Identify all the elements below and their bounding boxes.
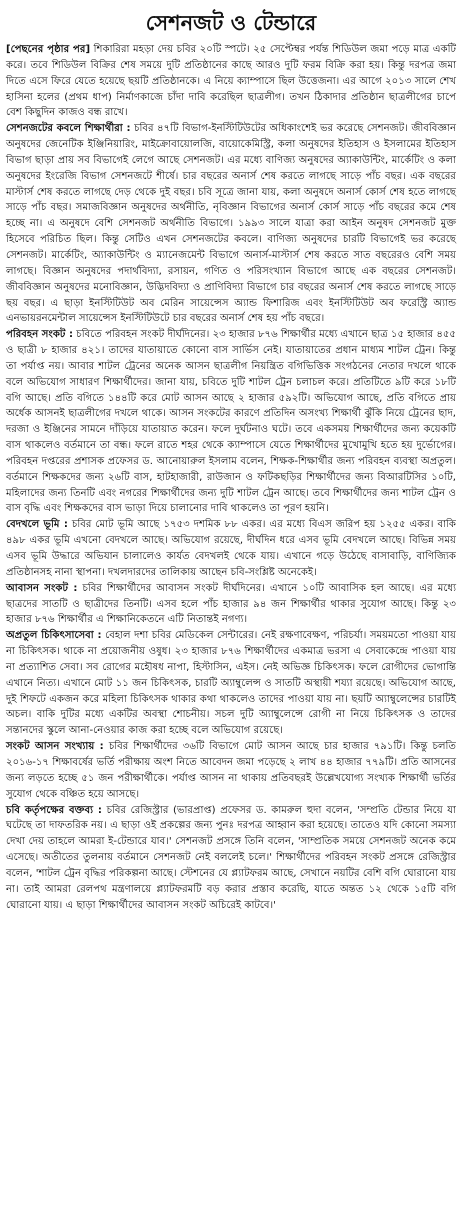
article-headline: সেশনজট ও টেন্ডারে	[145, 11, 317, 35]
paragraph-continued	[6, 42, 456, 121]
paragraph-housing	[6, 581, 456, 629]
subheading-medical: অপ্রতুল চিকিৎসাসেবা :	[6, 630, 102, 642]
paragraph-text: চবির শিক্ষার্থীদের ৩৬টি বিভাগে মোট আসন আছে চার হাজার ৭৯১টি। কিন্তু চলতি ২০১৬-১৭ শিক্ষাবর্ষের ভর্তি পরীক্ষায় অংশ নিতে আবেদন জমা পড়েছে ২ লাখ ৪৪ হাজার ৭৭৯টি। প্রতি আসনের জন্য লড়তে হচ্ছে ৫১ জন পরীক্ষার্থীকে। পর্যাপ্ত আসন না থাকায় প্রতিবছরই উল্লেখযোগ্য সংখ্যক শিক্ষার্থী ভর্তির সুযোগ থেকে বঞ্চিত হয়ে আসছে।	[6, 741, 456, 800]
paragraph-seats	[6, 739, 456, 802]
paragraph-text: চবির রেজিস্ট্রার (ভারপ্রাপ্ত) প্রফেসর ড. কামরুল হুদা বলেন, 'সম্প্রতি টেন্ডার নিয়ে যা ঘটেছে তা দাফতরিক নয়। এ ছাড়া ওই প্রকল্পের জন্য পুনঃ দরপত্র আহ্বান করা হয়েছে। তাতেও যদি কোনো সমস্যা দেখা দেয় তাহলে আমরা ই-টেন্ডারে যাব।' সেশনজট প্রসঙ্গে তিনি বলেন, 'সাম্প্রতিক সময়ে সেশনজট অনেক কমে এসেছে। অতীতের তুলনায় বর্তমানে সেশনজট নেই বললেই চলে।' শিক্ষার্থীদের পরিবহন সংকট প্রসঙ্গে রেজিস্ট্রার বলেন, 'শাটল ট্রেন বৃদ্ধির পরিকল্পনা আছে। স্টেশনের যে প্ল্যাটফরম আছে, সেখানে নয়টির বেশি বগি ঘোরানো যায় না। তাই আমরা রেলপথ মন্ত্রণালয়ে প্ল্যাটফরমটি বড় করার প্রস্তাব করেছি, যাতে অন্তত ১২ থেকে ১৫টি বগি ঘোরানো যায়। এ ছাড়া শিক্ষার্থীদের আবাসন সংকট অচিরেই কাটবে।'	[6, 804, 456, 911]
paragraph-text: চবিতে পরিবহন সংকট দীর্ঘদিনের। ২৩ হাজার ৮৭৬ শিক্ষার্থীর মধ্যে এখানে ছাত্র ১৫ হাজার ৪৫৫ ও ছাত্রী ৮ হাজার ৪২১। তাদের যাতায়াতে কোনো বাস সার্ভিস নেই। যাতায়াতের প্রধান মাধ্যম শাটল ট্রেন। কিন্তু তা পর্যাপ্ত নয়। আবার শাটল ট্রেনের অনেক আসন ছাত্রলীগ নিয়ন্ত্রিত বগিভিত্তিক সংগঠনের নেতার দখলে থাকে বলে অভিযোগ সাধারণ শিক্ষার্থীদের। জানা যায়, চবিতে দুটি শাটল ট্রেন চলাচল করে। প্রতিটিতে ৯টি করে ১৮টি বগি আছে। প্রতি বগিতে ১৪৪টি করে মোট আসন আছে ২ হাজার ৫৯২টি। অভিযোগ আছে, প্রতি বগিতে প্রায় অর্ধেক আসনই ছাত্রলীগের দখলে থাকে। আসন সংকটের কারণে প্রতিদিন অসংখ্য শিক্ষার্থী ঝুঁকি নিয়ে ট্রেনের ছাদ, দরজা ও ইঞ্জিনের সামনে দাঁড়িয়ে যাতায়াত করেন। ফলে দুর্ঘটনাও ঘটে। তবে একসময় শিক্ষার্থীদের জন্য কয়েকটি বাস থাকলেও বর্তমানে তা বন্ধ। ফলে রাতে শহর থেকে ক্যাম্পাসে যেতে শিক্ষার্থীদের মুখোমুখি হতে হয় দুর্ভোগের। পরিবহন দপ্তরের প্রশাসক প্রফেসর ড. আনোয়ারুল ইসলাম বলেন, শিক্ষক-শিক্ষার্থীর জন্য পরিবহন ব্যবস্থা অপ্রতুল। বর্তমানে শিক্ষকদের জন্য ২৬টি বাস, হাটহাজারী, রাউজান ও ফটিকছড়ির শিক্ষার্থীদের জন্য বিআরটিসির ১০টি, মহিলাদের জন্য তিনটি এবং নগরের শিক্ষার্থীদের জন্য দুটি শাটল ট্রেন আছে। তবে শিক্ষার্থীদের জন্য শাটল ট্রেন ও বাস বৃদ্ধি এবং শিক্ষকদের বাস ভাড়া দিয়ে চালানোর দাবি থাকলেও তা পূরণ হয়নি।	[6, 329, 456, 515]
continued-marker: [পেছনের পৃষ্ঠার পর]	[6, 44, 91, 55]
article-body	[6, 42, 456, 913]
subheading-land: বেদখলে ভূমি :	[6, 519, 68, 531]
paragraph-text: চবির মোট ভূমি আছে ১৭৫৩ দশমিক ৮৮ একর। এর মধ্যে বিএস জরিপ হয় ১২৫৫ একর। বাকি ৪৯৮ একর ভূমি এখনো বেদখলে আছে। অভিযোগ রয়েছে, দীর্ঘদিন ধরে এসব ভূমি বেদখলে আছে। বিভিন্ন সময় এসব ভূমি উদ্ধারে অভিযান চালালেও কার্যত বেদখলই থেকে যায়। এখানে গড়ে উঠেছে বাসাবাড়ি, বাণিজ্যিক প্রতিষ্ঠানসহ নানা স্থাপনা। দখলদারদের তালিকায় আছেন চবি-সংশ্লিষ্ট অনেকেই।	[6, 519, 456, 578]
subheading-transport: পরিবহন সংকট :	[6, 329, 73, 341]
paragraph-text: চবির শিক্ষার্থীদের আবাসন সংকট দীর্ঘদিনের। এখানে ১০টি আবাসিক হল আছে। এর মধ্যে ছাত্রদের সাতটি ও ছাত্রীদের তিনটি। এসব হলে পাঁচ হাজার ৯৪ জন শিক্ষার্থীর থাকার সুযোগ আছে। কিন্তু ২৩ হাজার ৮৭৬ শিক্ষার্থীর এ শিক্ষানিকেতনে এটি নিতান্তই নগণ্য।	[6, 582, 457, 626]
paragraph-authority	[6, 803, 456, 914]
paragraph-session-jam	[6, 121, 456, 327]
paragraph-text: চবির ৪৭টি বিভাগ-ইনস্টিটিউটের অধিকাংশেই ভর করেছে সেশনজট। জীববিজ্ঞান অনুষদের জেনেটিক ইঞ্জিনিয়ারিং, মাইক্রোবায়োলজি, বায়োকেমিস্ট্রি, কলা অনুষদের ইতিহাস ও ইসলামের ইতিহাস বিভাগ ছাড়া প্রায় সব বিভাগেই লেগে আছে সেশনজট। এর মধ্যে বাণিজ্য অনুষদের অ্যাকাউন্টিং, মার্কেটিং ও কলা অনুষদের ইংরেজি বিভাগ সেশনজটে শীর্ষে। চার বছরের অনার্স শেষ করতে লাগছে সাড়ে পাঁচ বছর। এক বছরের মাস্টার্স শেষ করতে লাগছে দেড় থেকে দুই বছর। চবি সূত্রে জানা যায়, কলা অনুষদে অনার্স কোর্স শেষ হতে লাগছে সাড়ে পাঁচ বছর। সমাজবিজ্ঞান অনুষদের অর্থনীতি, নৃবিজ্ঞান বিভাগের অনার্স কোর্স সাড়ে পাঁচ বছরের কমে শেষ হচ্ছে না। এ অনুষদে বেশি সেশনজট অর্থনীতি বিভাগে। ১৯৯৩ সালে যাত্রা করা আইন অনুষদ সেশনজট মুক্ত হিসেবে পরিচিত ছিল। কিন্তু সেটিও এখন সেশনজটের কবলে। বাণিজ্য অনুষদের চারটি বিভাগেই ভর করেছে সেশনজট। মার্কেটিং, অ্যাকাউন্টিং ও ম্যানেজমেন্ট বিভাগে অনার্স-মাস্টার্স শেষ করতে সাত বছরেরও বেশি সময় লাগছে। বিজ্ঞান অনুষদের পদার্থবিদ্যা, রসায়ন, গণিত ও পরিসংখ্যান বিভাগে আছে এক বছরের সেশনজট। জীববিজ্ঞান অনুষদের মনোবিজ্ঞান, উদ্ভিদবিদ্যা ও প্রাণিবিদ্যা বিভাগে চার বছরের অনার্স শেষ করতে লাগছে সাড়ে ছয় বছর। এ ছাড়া ইনস্টিটিউট অব মেরিন সায়েন্সেস অ্যান্ড ফিশারিজ এবং ইনস্টিটিউট অব ফরেস্ট্রি অ্যান্ড এনভায়রনমেন্টাল সায়েন্সেস ইনস্টিটিউটে চার বছরের অনার্স শেষ হয় পাঁচ বছরে।	[6, 123, 456, 325]
subheading-housing: আবাসন সংকট :	[6, 582, 78, 594]
subheading-seats: সংকট আসন সংখ্যায় :	[6, 741, 104, 753]
subheading-session-jam: সেশনজটের কবলে শিক্ষার্থীরা :	[6, 123, 131, 135]
paragraph-text: শিকারিরা মহড়া দেয় চবির ২০টি স্পটে। ২৫ সেপ্টেম্বর পর্যন্ত শিডিউল জমা পড়ে মাত্র একটি করে। তবে শিডিউল বিক্রির শেষ সময়ে দুটি প্রতিষ্ঠানের কাছে আরও দুটি ফরম বিক্রি করা হয়। কিন্তু দরপত্র জমা দিতে এসে ফিরে যেতে হয়েছে ছয়টি প্রতিষ্ঠানকে। এ নিয়ে ক্যাম্পাসে ছিল উত্তেজনা। এর আগে ২০১৩ সালে শেখ হাসিনা হলের (প্রথম ধাপ) নির্মাণকাজে চাঁদা দাবি করেছিল ছাত্রলীগ। তখন ঠিকাদার প্রতিষ্ঠান ছাত্রলীগের চাপে বেশ কিছুদিন কাজও বন্ধ রাখে।	[6, 44, 456, 119]
subheading-authority: চবি কর্তৃপক্ষের বক্তব্য :	[6, 804, 102, 816]
paragraph-medical	[6, 628, 456, 739]
paragraph-text: বেহাল দশা চবির মেডিকেল সেন্টারের। নেই রক্ষণাবেক্ষণ, পরিচর্যা। সময়মতো পাওয়া যায় না চিকিৎসক। থাকে না প্রয়োজনীয় ওষুধ। ২৩ হাজার ৮৭৬ শিক্ষার্থীদের একমাত্র ভরসা এ সেবাকেন্দ্রে পাওয়া যায় না প্রত্যাশিত সেবা। সব রোগের মহৌষধ নাপা, হিস্টাসিন, এইস। নেই অভিজ্ঞ চিকিৎসক। ফলে রোগীদের ভোগান্তি এখানে নিত্য। এখানে মোট ১১ জন চিকিৎসক, চারটি অ্যাম্বুলেন্স ও সাতটি অস্থায়ী শয্যা রয়েছে। অভিযোগ আছে, দুই শিফটে একজন করে মহিলা চিকিৎসক থাকার কথা থাকলেও তাদের পাওয়া যায় না। ছয়টি অ্যাম্বুলেন্সের চারটিই অচল। বাকি দুটির মধ্যে একটির অবস্থা শোচনীয়। সচল দুটি অ্যাম্বুলেন্সে রোগী না নিয়ে চিকিৎসক ও তাদের সন্তানদের স্কুলে আনা-নেওয়ার কাজ করা হচ্ছে বলে অভিযোগ রয়েছে।	[6, 630, 456, 737]
paragraph-land	[6, 517, 456, 580]
paragraph-transport	[6, 327, 456, 517]
